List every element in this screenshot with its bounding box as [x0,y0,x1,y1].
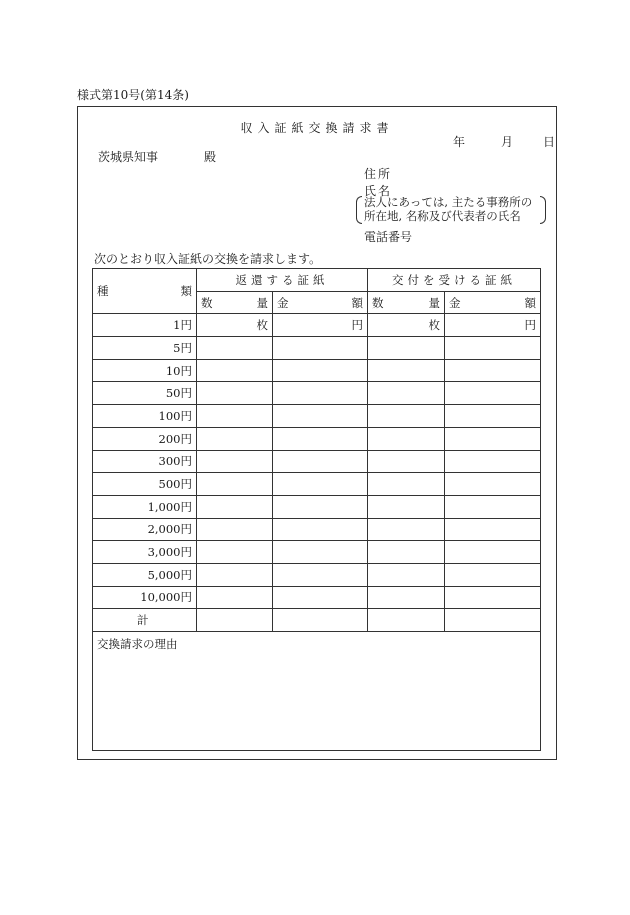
returned-amount-cell[interactable] [273,337,368,360]
table-row [93,495,541,518]
table-row [93,518,541,541]
denomination-cell: 1,000円 [93,495,197,518]
total-row [93,609,541,632]
returned-qty-cell[interactable] [197,337,273,360]
received-amount-cell[interactable] [445,382,541,405]
day-label: 日 [543,135,556,149]
name-label: 氏名 [364,184,393,198]
received-amount-cell[interactable] [445,427,541,450]
returned-amount-cell[interactable] [273,473,368,496]
denomination-cell: 300円 [93,450,197,473]
received-amount-cell[interactable] [445,473,541,496]
table-row [93,563,541,586]
returned-qty-header: 数 量 [197,291,273,314]
type-label-1: 種 [97,284,109,299]
total-label: 計 [93,609,197,632]
received-amount-total[interactable] [445,609,541,632]
address-label: 住所 [364,167,393,181]
received-qty-cell[interactable] [368,450,445,473]
received-qty-cell[interactable] [368,586,445,609]
intro-text: 次のとおり収入証紙の交換を請求します。 [94,252,322,266]
received-amount-cell[interactable] [445,405,541,428]
type-header-cell [93,269,197,314]
denomination-cell: 5円 [93,337,197,360]
denomination-cell: 500円 [93,473,197,496]
returned-amount-cell[interactable] [273,405,368,428]
received-header: 交付を受ける証紙 [368,269,541,292]
table-row [93,382,541,405]
returned-qty-cell[interactable] [197,450,273,473]
received-amount-cell[interactable]: 円 [445,314,541,337]
right-bracket [540,196,546,224]
returned-amount-cell[interactable] [273,563,368,586]
table-row [93,359,541,382]
returned-amount-total[interactable] [273,609,368,632]
received-qty-header: 数 量 [368,291,445,314]
returned-qty-cell[interactable] [197,427,273,450]
received-amount-cell[interactable] [445,337,541,360]
returned-amount-cell[interactable] [273,450,368,473]
denomination-cell: 50円 [93,382,197,405]
returned-qty-cell[interactable] [197,541,273,564]
received-amount-cell[interactable] [445,495,541,518]
denomination-cell: 10,000円 [93,586,197,609]
form-title: 収入証紙交換請求書 [240,121,394,135]
returned-qty-cell[interactable] [197,518,273,541]
returned-qty-cell[interactable] [197,563,273,586]
denomination-cell: 3,000円 [93,541,197,564]
table-row [93,337,541,360]
returned-qty-cell[interactable] [197,495,273,518]
reason-label: 交換請求の理由 [97,637,178,651]
form-number: 様式第10号(第14条) [77,88,189,102]
type-label-2: 類 [180,284,192,299]
returned-qty-cell[interactable] [197,586,273,609]
denomination-cell: 200円 [93,427,197,450]
received-qty-cell[interactable] [368,541,445,564]
exchange-table [92,268,541,751]
returned-qty-cell[interactable] [197,359,273,382]
returned-qty-cell[interactable] [197,405,273,428]
returned-amount-cell[interactable] [273,541,368,564]
received-qty-cell[interactable] [368,382,445,405]
received-qty-cell[interactable] [368,405,445,428]
received-amount-cell[interactable] [445,563,541,586]
denomination-cell: 5,000円 [93,563,197,586]
corporation-note [356,196,546,224]
received-qty-cell[interactable] [368,518,445,541]
table-row [93,473,541,496]
note-line-1: 法人にあっては, 主たる事務所の [364,195,533,209]
reason-field[interactable] [93,632,541,751]
received-amount-cell[interactable] [445,518,541,541]
denomination-cell: 1円 [93,314,197,337]
received-amount-header: 金 額 [445,291,541,314]
returned-amount-cell[interactable] [273,586,368,609]
form-frame [77,106,557,760]
received-amount-cell[interactable] [445,359,541,382]
left-bracket [356,196,362,224]
received-amount-cell[interactable] [445,450,541,473]
received-qty-cell[interactable]: 枚 [368,314,445,337]
received-qty-total[interactable] [368,609,445,632]
phone-label: 電話番号 [364,230,413,244]
note-line-2: 所在地, 名称及び代表者の氏名 [364,209,521,223]
honorific: 殿 [204,150,217,164]
received-qty-cell[interactable] [368,359,445,382]
returned-amount-cell[interactable] [273,518,368,541]
denomination-cell: 2,000円 [93,518,197,541]
returned-qty-cell[interactable]: 枚 [197,314,273,337]
date-line [453,133,555,150]
table-row [93,314,541,337]
returned-amount-cell[interactable] [273,359,368,382]
received-amount-cell[interactable] [445,541,541,564]
received-qty-cell[interactable] [368,337,445,360]
returned-qty-cell[interactable] [197,382,273,405]
table-row [93,586,541,609]
received-qty-cell[interactable] [368,495,445,518]
denomination-cell: 10円 [93,359,197,382]
denomination-cell: 100円 [93,405,197,428]
addressee: 茨城県知事 [98,150,159,164]
received-amount-cell[interactable] [445,586,541,609]
returned-header: 返還する証紙 [197,269,368,292]
header-row [93,269,541,292]
month-label: 月 [501,135,514,149]
table-row [93,405,541,428]
reason-row [93,632,541,751]
table-row [93,541,541,564]
table-row [93,427,541,450]
received-qty-cell[interactable] [368,563,445,586]
returned-amount-header: 金 額 [273,291,368,314]
table-row [93,450,541,473]
received-qty-cell[interactable] [368,473,445,496]
returned-qty-total[interactable] [197,609,273,632]
year-label: 年 [453,135,466,149]
returned-amount-cell[interactable]: 円 [273,314,368,337]
returned-amount-cell[interactable] [273,427,368,450]
returned-amount-cell[interactable] [273,495,368,518]
received-qty-cell[interactable] [368,427,445,450]
returned-qty-cell[interactable] [197,473,273,496]
returned-amount-cell[interactable] [273,382,368,405]
